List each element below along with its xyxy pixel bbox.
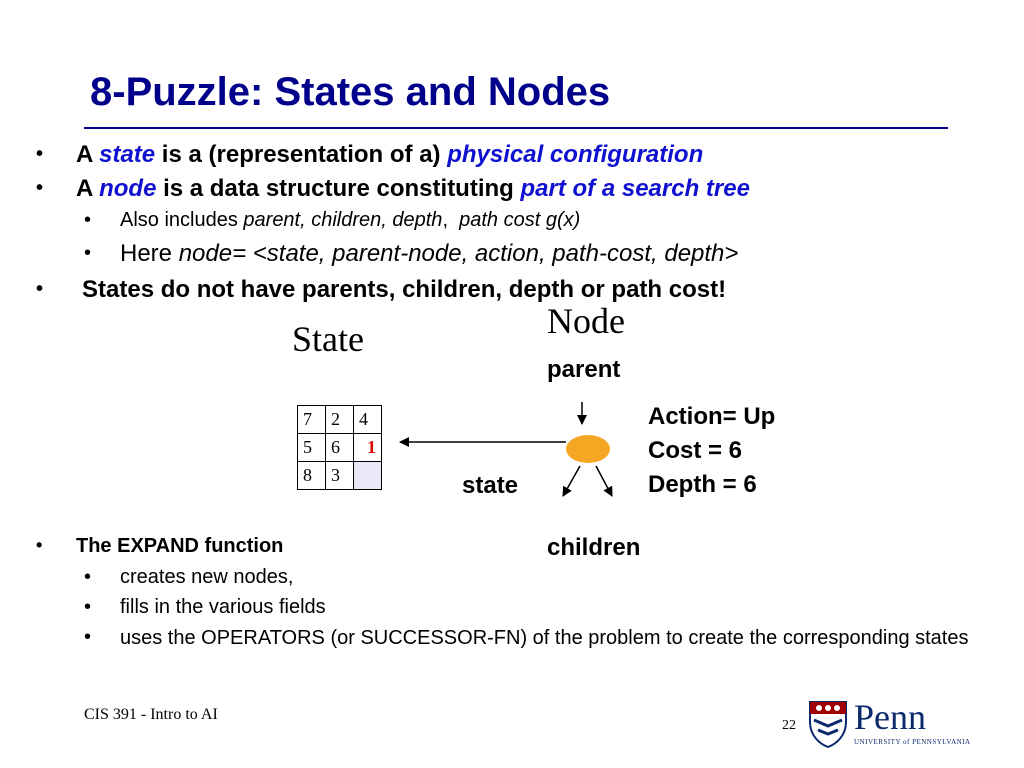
- sub-bullet-emphasis: parent, children, depth: [243, 209, 443, 231]
- puzzle-tile-highlight: 1: [367, 437, 376, 457]
- list-item: [84, 596, 984, 626]
- children-label: children: [547, 534, 641, 561]
- node-fields: [648, 400, 775, 502]
- list-item: [84, 566, 984, 596]
- sub-bullet-dot: •: [84, 626, 92, 648]
- puzzle-tile: 2: [326, 406, 354, 434]
- bullet-term: node: [99, 175, 157, 202]
- puzzle-tile: 8: [298, 462, 326, 490]
- bullet-text: is a data structure constituting: [156, 175, 521, 202]
- sub-bullet-text: Also includes: [120, 209, 244, 231]
- node-heading: Node: [547, 301, 625, 341]
- puzzle-tile: 7: [298, 406, 326, 434]
- page-number: 22: [782, 718, 796, 733]
- penn-logo-subtext: UNIVERSITY of PENNSYLVANIA: [854, 738, 971, 746]
- bullet-dot: •: [36, 177, 44, 199]
- slide-title: 8-Puzzle: States and Nodes: [90, 70, 611, 114]
- penn-logo: [808, 697, 971, 752]
- child-arrow-right: [596, 466, 612, 496]
- list-item-text: uses the OPERATORS (or SUCCESSOR-FN) of the problem to create the corresponding states: [120, 627, 969, 649]
- depth-field: Depth = 6: [648, 471, 757, 498]
- bullet-text: A: [76, 175, 100, 202]
- sub-bullet-sep: ,: [442, 209, 460, 231]
- list-item-text: creates new nodes,: [120, 566, 294, 588]
- parent-label: parent: [547, 356, 621, 383]
- footer-course: CIS 391 - Intro to AI: [84, 706, 218, 723]
- puzzle-tile: 6: [326, 434, 354, 462]
- bullet-dot: •: [36, 535, 43, 555]
- expand-heading: The EXPAND function: [76, 535, 284, 557]
- sub-bullet-dot: •: [84, 209, 92, 231]
- bullet-emphasis: physical configuration: [447, 141, 704, 168]
- action-field: Action= Up: [648, 403, 776, 430]
- penn-logo-wordmark: Penn: [854, 697, 926, 737]
- expand-list: [84, 566, 984, 680]
- puzzle-tile: 5: [298, 434, 326, 462]
- sub-bullet-dot: •: [84, 596, 92, 618]
- bullet-text: is a (representation of a): [155, 141, 448, 168]
- cost-field: Cost = 6: [648, 437, 743, 464]
- bullet-dot: •: [36, 143, 44, 165]
- bullet-term: state: [99, 141, 156, 168]
- penn-shield-icon: [808, 700, 848, 748]
- bullet-dot: •: [36, 278, 44, 300]
- bullet-text: States do not have parents, children, depth or path cost!: [82, 276, 727, 303]
- child-arrow-left: [563, 466, 580, 496]
- bullet-text: A: [76, 141, 100, 168]
- list-item-text: fills in the various fields: [120, 596, 326, 618]
- sub-bullet-dot: •: [84, 566, 92, 588]
- sub-bullet-text: Here: [120, 240, 179, 267]
- puzzle-tile: 4: [354, 406, 382, 434]
- bullet-emphasis: part of a search tree: [520, 175, 750, 202]
- state-heading: State: [292, 319, 364, 359]
- node-circle: [566, 435, 610, 463]
- state-label: state: [462, 472, 519, 499]
- list-item: [84, 626, 984, 680]
- sub-bullet-emphasis: node= <state, parent-node, action, path-cost, depth>: [178, 240, 739, 267]
- sub-bullet-emphasis: path cost g(x): [459, 209, 581, 231]
- sub-bullet-dot: •: [84, 242, 92, 264]
- puzzle-tile: 3: [326, 462, 354, 490]
